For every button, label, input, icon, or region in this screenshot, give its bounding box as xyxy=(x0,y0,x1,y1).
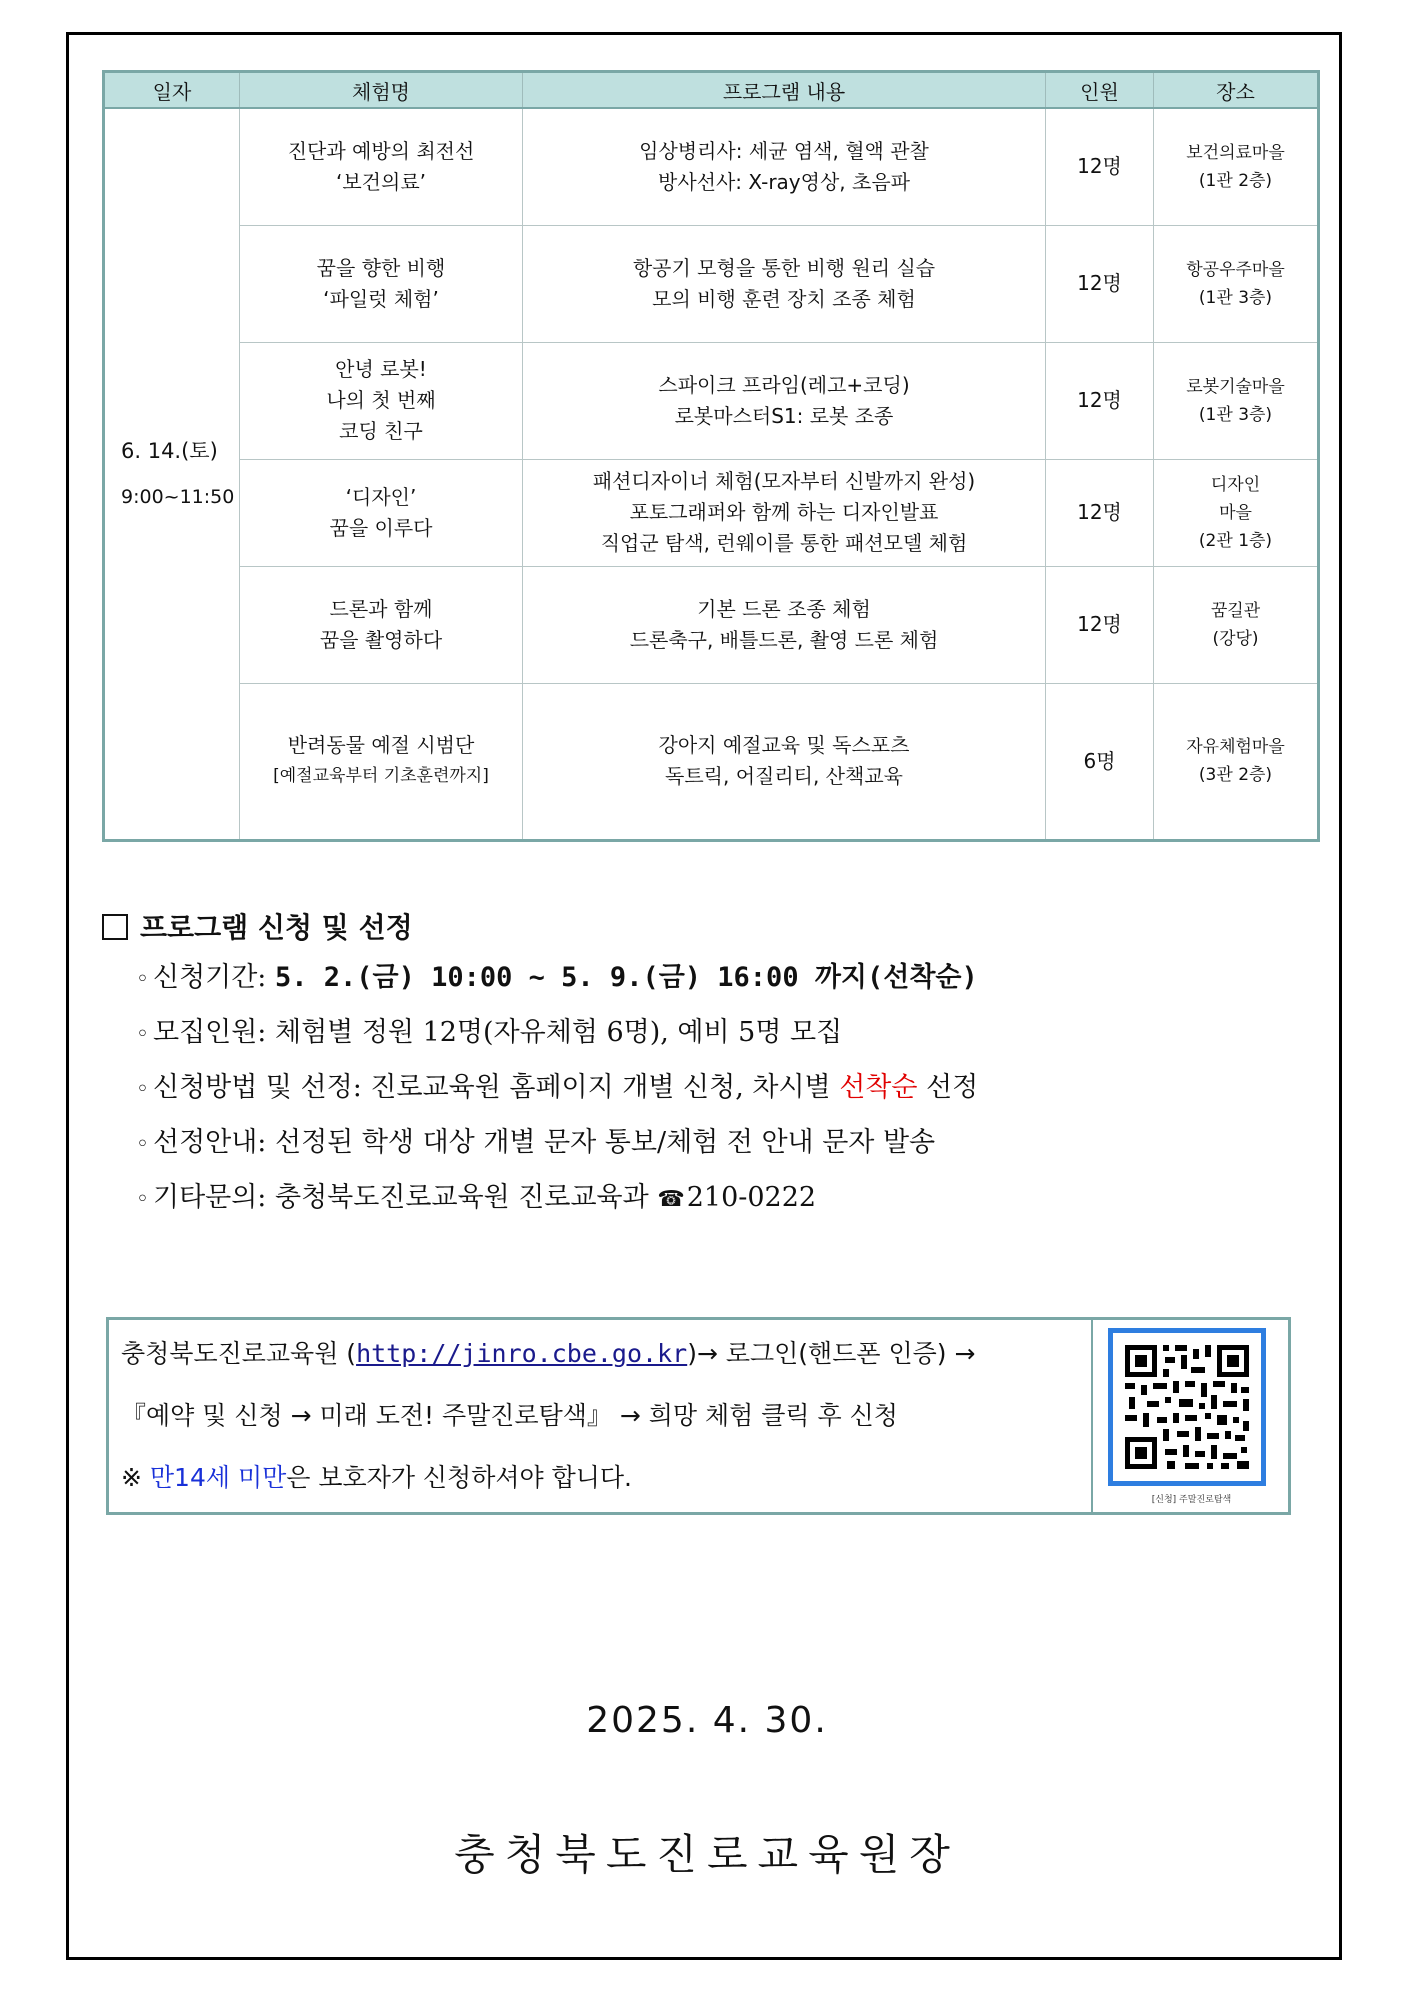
section-title xyxy=(102,906,1302,950)
place-line: 자유체험마을 xyxy=(1186,737,1285,757)
name-line: 코딩 친구 xyxy=(339,419,423,443)
capacity: 12명 xyxy=(1046,225,1154,342)
place-line: 로봇기술마을 xyxy=(1186,376,1285,397)
method-text-end: 선정 xyxy=(917,1072,979,1103)
place-line: 꿈길관 xyxy=(1210,600,1261,621)
program-name xyxy=(240,342,523,459)
name-line: 안녕 로봇! xyxy=(335,357,427,381)
place-line: (1관 2층) xyxy=(1198,170,1273,191)
place-line: 디자인 xyxy=(1210,474,1261,495)
method-text: 신청방법 및 선정: 진로교육원 홈페이지 개별 신청, 차시별 xyxy=(152,1072,840,1103)
qr-cell xyxy=(1091,1320,1290,1512)
capacity: 12명 xyxy=(1046,566,1154,683)
age-highlight: 만14세 미만 xyxy=(149,1463,287,1492)
location xyxy=(1154,683,1319,840)
method-highlight: 선착순 xyxy=(839,1072,918,1103)
place-line: (1관 3층) xyxy=(1198,404,1273,425)
program-name xyxy=(240,459,523,566)
program-name xyxy=(240,566,523,683)
place-line: 항공우주마을 xyxy=(1186,259,1285,280)
schedule-table xyxy=(102,70,1320,842)
table-row xyxy=(104,108,1319,225)
note-text: 은 보호자가 신청하셔야 합니다. xyxy=(286,1463,633,1492)
content-line: 직업군 탐색, 런웨이를 통한 패션모델 체험 xyxy=(600,531,968,555)
location xyxy=(1154,108,1319,225)
table-header-row xyxy=(104,72,1319,109)
content-line: 포토그래퍼와 함께 하는 디자인발표 xyxy=(629,500,939,524)
checkbox-square-icon xyxy=(102,914,128,940)
program-content xyxy=(523,566,1046,683)
place-line: (3관 2층) xyxy=(1198,765,1273,785)
header-date: 일자 xyxy=(104,72,240,109)
capacity: 12명 xyxy=(1046,459,1154,566)
issue-date: 2025. 4. 30. xyxy=(586,1700,828,1741)
recruit-text: 모집인원: 체험별 정원 12명(자유체험 6명), 예비 5명 모집 xyxy=(152,1017,843,1048)
inquiry-item xyxy=(102,1170,1302,1225)
bullet-icon: ◦ xyxy=(136,1022,149,1047)
location xyxy=(1154,459,1319,566)
name-line: 꿈을 이루다 xyxy=(329,515,433,540)
info-line xyxy=(121,1458,1081,1520)
program-content xyxy=(523,683,1046,840)
date-time: 9:00~11:50 xyxy=(121,485,235,508)
period-value: 5. 2.(금) 10:00 ~ 5. 9.(금) 16:00 까지(선착순) xyxy=(275,962,978,993)
issuer-name: 충청북도진로교육원장 xyxy=(454,1830,960,1879)
website-link[interactable]: http://jinro.cbe.go.kr xyxy=(356,1339,688,1368)
place-line: (1관 3층) xyxy=(1198,287,1273,308)
content-line: 임상병리사: 세균 염색, 혈액 관찰 xyxy=(639,138,929,163)
header-content: 프로그램 내용 xyxy=(523,72,1046,109)
location xyxy=(1154,566,1319,683)
info-text xyxy=(121,1334,1081,1520)
capacity: 6명 xyxy=(1046,683,1154,840)
content-line: 스파이크 프라임(레고+코딩) xyxy=(658,372,910,397)
guide-text: 선정안내: 선정된 학생 대상 개별 문자 통보/체험 전 안내 문자 발송 xyxy=(152,1127,936,1158)
name-line: 반려동물 예절 시범단 xyxy=(287,733,475,757)
header-name: 체험명 xyxy=(240,72,523,109)
header-place: 장소 xyxy=(1154,72,1319,109)
section-title-text: 프로그램 신청 및 선정 xyxy=(140,911,413,944)
date-cell xyxy=(104,108,240,840)
phone-icon: ☎ xyxy=(657,1187,685,1212)
application-section xyxy=(102,906,1302,1225)
bullet-icon: ◦ xyxy=(136,1187,149,1212)
content-line: 드론축구, 배틀드론, 촬영 드론 체험 xyxy=(629,627,939,652)
content-line: 패션디자이너 체험(모자부터 신발까지 완성) xyxy=(592,469,976,493)
info-path-text: 『예약 및 신청 → 미래 도전! 주말진로탐색』 → 희망 체험 클릭 후 신청 xyxy=(121,1401,898,1430)
name-line: ‘파일럿 체험’ xyxy=(323,286,439,311)
program-name xyxy=(240,225,523,342)
name-line: 진단과 예방의 최전선 xyxy=(287,138,475,163)
table-row xyxy=(104,342,1319,459)
capacity: 12명 xyxy=(1046,342,1154,459)
place-line: 마을 xyxy=(1219,502,1252,523)
bullet-icon: ◦ xyxy=(136,1132,149,1157)
recruit-item xyxy=(102,1005,1302,1060)
name-line: 꿈을 촬영하다 xyxy=(319,627,443,652)
name-line: 나의 첫 번째 xyxy=(326,388,436,412)
header-count: 인원 xyxy=(1046,72,1154,109)
table-row xyxy=(104,683,1319,840)
location xyxy=(1154,342,1319,459)
content-line: 로봇마스터S1: 로봇 조종 xyxy=(674,403,894,428)
bullet-icon: ◦ xyxy=(136,967,149,992)
name-line: 드론과 함께 xyxy=(329,596,433,621)
name-subline: [예절교육부터 기초훈련까지] xyxy=(273,766,489,786)
info-line xyxy=(121,1334,1081,1396)
content-line: 기본 드론 조종 체험 xyxy=(697,596,871,621)
name-line: 꿈을 향한 비행 xyxy=(316,255,446,280)
name-line: ‘디자인’ xyxy=(345,484,417,509)
guide-item xyxy=(102,1115,1302,1170)
content-line: 강아지 예절교육 및 독스포츠 xyxy=(658,733,910,757)
qr-caption: [신청] 주말진로탐색 xyxy=(1151,1495,1232,1505)
capacity: 12명 xyxy=(1046,108,1154,225)
place-line: 보건의료마을 xyxy=(1186,142,1285,163)
content-line: 방사선사: X-ray영상, 초음파 xyxy=(658,169,910,194)
content-line: 모의 비행 훈련 장치 조종 체험 xyxy=(652,286,916,311)
method-item xyxy=(102,1060,1302,1115)
program-name xyxy=(240,683,523,840)
name-line: ‘보건의료’ xyxy=(336,169,426,194)
program-content xyxy=(523,342,1046,459)
content-line: 항공기 모형을 통한 비행 원리 실습 xyxy=(632,255,936,280)
table-row xyxy=(104,459,1319,566)
info-text-post: )→ 로그인(핸드폰 인증) → xyxy=(687,1339,976,1368)
phone-number: 210-0222 xyxy=(686,1182,817,1213)
place-line: (2관 1층) xyxy=(1198,530,1273,551)
inquiry-text: 기타문의: 충청북도진로교육원 진로교육과 xyxy=(152,1182,658,1213)
qr-code-icon xyxy=(1121,1341,1253,1473)
qr-code[interactable] xyxy=(1108,1328,1266,1486)
info-line xyxy=(121,1396,1081,1458)
application-info-box xyxy=(106,1317,1291,1515)
content-line: 독트릭, 어질리티, 산책교육 xyxy=(665,764,903,788)
table-row xyxy=(104,225,1319,342)
table-row xyxy=(104,566,1319,683)
period-label: 신청기간: xyxy=(152,962,275,993)
bullet-icon: ◦ xyxy=(136,1077,149,1102)
program-content xyxy=(523,108,1046,225)
place-line: (강당) xyxy=(1212,628,1259,649)
date-day: 6. 14.(토) xyxy=(121,438,218,463)
note-mark: ※ xyxy=(121,1463,150,1492)
program-name xyxy=(240,108,523,225)
program-content xyxy=(523,459,1046,566)
info-text-pre: 충청북도진로교육원 ( xyxy=(121,1339,357,1368)
location xyxy=(1154,225,1319,342)
period-item xyxy=(102,950,1302,1005)
program-content xyxy=(523,225,1046,342)
